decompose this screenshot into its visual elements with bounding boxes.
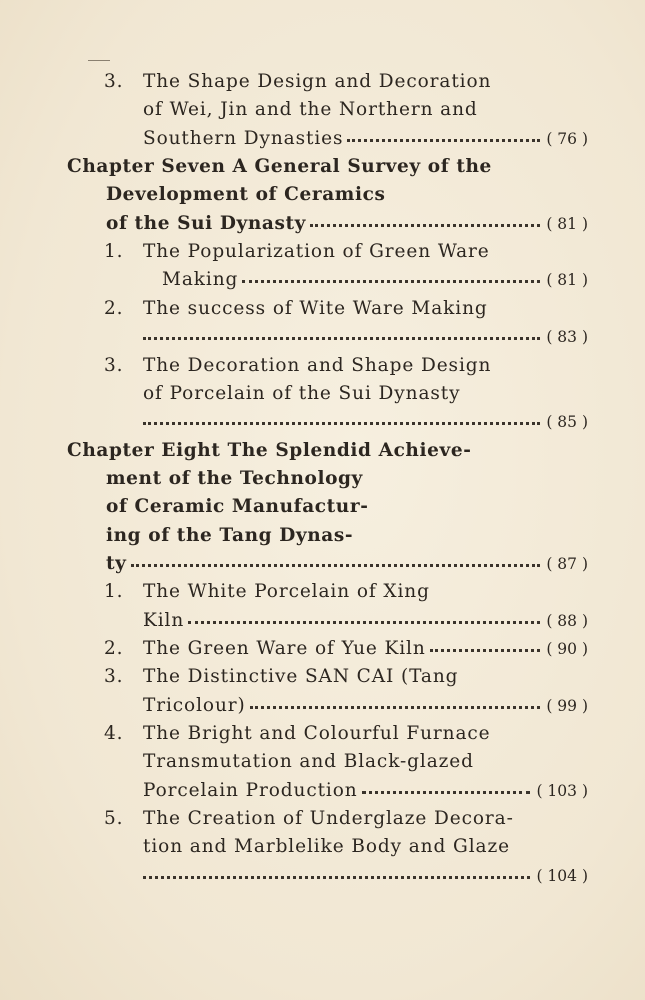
- chapter-entry: [0, 522, 645, 550]
- section-number: 3.: [104, 354, 124, 376]
- entry-title: The Green Ware of Yue Kiln: [143, 638, 426, 659]
- entry-title: The Shape Design and Decoration: [143, 71, 492, 92]
- section-entry: [0, 805, 645, 833]
- section-entry: [0, 777, 645, 805]
- entry-title: of Porcelain of the Sui Dynasty: [143, 382, 461, 404]
- section-number: 2.: [104, 638, 124, 659]
- dot-leader: [131, 564, 540, 567]
- dot-leader: [143, 876, 530, 879]
- page-number: ( 85 ): [546, 413, 588, 432]
- entry-title: Southern Dynasties: [143, 127, 344, 149]
- chapter-entry: [0, 493, 645, 521]
- chapter-entry: [0, 181, 645, 209]
- dot-leader: [430, 649, 540, 652]
- section-entry: [0, 68, 645, 96]
- entry-title: ment of the Technology: [106, 467, 363, 489]
- section-number: 3.: [104, 666, 124, 688]
- entry-title: of Wei, Jin and the Northern and: [143, 99, 478, 121]
- section-number: 1.: [104, 241, 124, 263]
- section-entry: [0, 692, 645, 720]
- section-entry: [0, 635, 645, 663]
- page-number: ( 76 ): [546, 129, 588, 148]
- entry-title: tion and Marblelike Body and Glaze: [143, 836, 510, 858]
- entry-title: The Distinctive SAN CAI (Tang: [143, 666, 459, 688]
- section-entry: [0, 266, 645, 294]
- section-entry: [0, 663, 645, 691]
- page-number: ( 83 ): [546, 328, 588, 347]
- section-number: 4.: [104, 723, 124, 745]
- page-number: ( 81 ): [546, 271, 588, 290]
- chapter-entry: [0, 550, 645, 578]
- entry-title: of Ceramic Manufactur-: [106, 496, 369, 518]
- dot-leader: [242, 280, 540, 283]
- top-rule: [88, 60, 110, 61]
- page-number: ( 81 ): [546, 214, 588, 233]
- section-entry: [0, 380, 645, 408]
- page-number: ( 88 ): [546, 611, 588, 630]
- section-number: 1.: [104, 581, 124, 603]
- section-entry: [0, 96, 645, 124]
- entry-title: ty: [106, 552, 127, 574]
- section-entry: [0, 323, 645, 351]
- entry-title: The Creation of Underglaze Decora-: [143, 808, 514, 830]
- section-entry: [0, 578, 645, 606]
- chapter-entry: [0, 153, 645, 181]
- entry-title: Development of Ceramics: [106, 184, 386, 206]
- entry-title: of the Sui Dynasty: [106, 212, 306, 234]
- chapter-entry: [0, 210, 645, 238]
- section-entry: [0, 833, 645, 861]
- dot-leader: [143, 422, 540, 425]
- section-entry: [0, 862, 645, 890]
- section-number: 5.: [104, 808, 124, 830]
- dot-leader: [310, 224, 540, 227]
- entry-title: ing of the Tang Dynas-: [106, 524, 354, 546]
- entry-title: The Bright and Colourful Furnace: [143, 723, 491, 745]
- dot-leader: [250, 706, 540, 709]
- section-entry: [0, 295, 645, 323]
- page-number: ( 90 ): [546, 640, 588, 658]
- entry-title: The Popularization of Green Ware: [143, 241, 490, 263]
- section-entry: [0, 238, 645, 266]
- section-entry: [0, 607, 645, 635]
- dot-leader: [362, 791, 530, 794]
- chapter-entry: [0, 465, 645, 493]
- entry-title: The White Porcelain of Xing: [143, 581, 430, 603]
- page-number: ( 87 ): [546, 554, 588, 573]
- section-entry: [0, 748, 645, 776]
- section-entry: [0, 408, 645, 436]
- entry-title: The Decoration and Shape Design: [143, 354, 492, 376]
- section-entry: [0, 125, 645, 153]
- chapter-entry: [0, 437, 645, 465]
- section-number: 3.: [104, 71, 124, 92]
- entry-title: Transmutation and Black-glazed: [143, 751, 474, 773]
- entry-title: Chapter Eight The Splendid Achieve-: [67, 439, 472, 461]
- dot-leader: [188, 621, 540, 624]
- section-entry: [0, 720, 645, 748]
- entry-title: Tricolour): [143, 694, 246, 716]
- dot-leader: [143, 337, 540, 340]
- page-number: ( 99 ): [546, 696, 588, 715]
- entry-title: Porcelain Production: [143, 779, 358, 801]
- dot-leader: [347, 139, 540, 142]
- entry-title: Kiln: [143, 609, 185, 631]
- section-number: 2.: [104, 297, 124, 319]
- entry-title: Making: [162, 269, 239, 291]
- entry-title: Chapter Seven A General Survey of the: [67, 156, 492, 178]
- page-number: ( 104 ): [536, 866, 588, 885]
- section-entry: [0, 352, 645, 380]
- entry-title: The success of Wite Ware Making: [143, 297, 488, 319]
- page-number: ( 103 ): [536, 781, 588, 800]
